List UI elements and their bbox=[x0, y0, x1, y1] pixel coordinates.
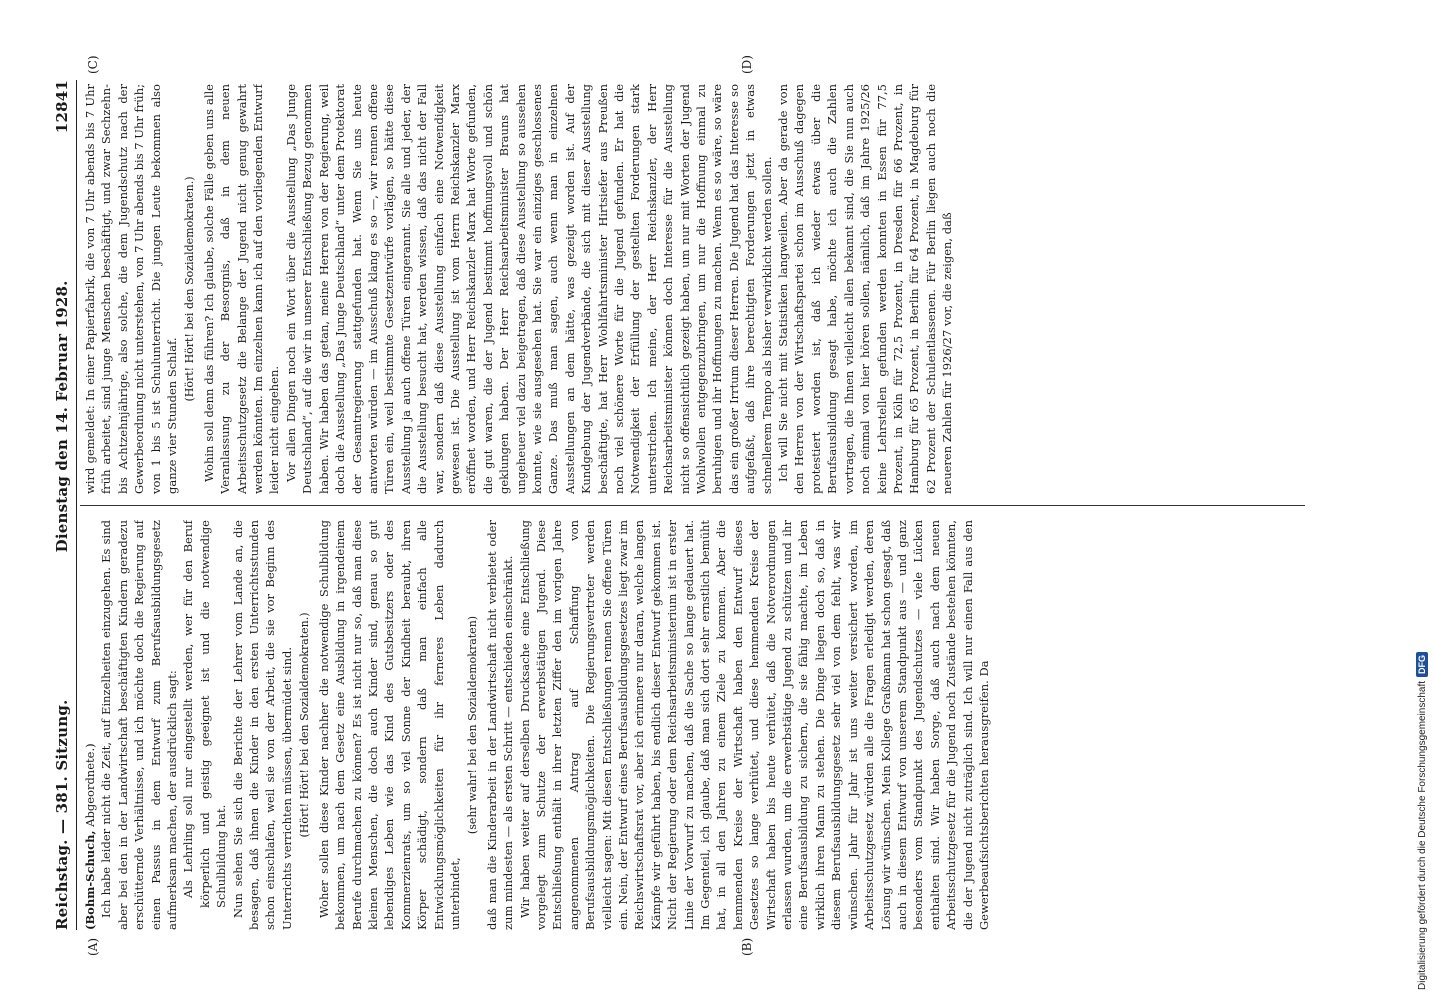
margin-letter-d: (D) bbox=[740, 55, 754, 74]
left-paragraph-1: Ich habe leider nicht die Zeit, auf Einzelheiten einzugehen. Es sind aber bei den in der Landwirtschaft beschäftigten Kindern geradezu erschütternde Verhältnisse, und ich möchte doch die Regierung auf einen Passus in dem Entwurf zum Berufsausbildungsgesetz aufmerksam machen, der ausdrücklich sagt: bbox=[99, 520, 180, 930]
left-paragraph-2: Nun sehen Sie sich die Berichte der Lehrer vom Lande an, die besagen, daß ihnen die Kinder in den ersten Unterrichtsstunden schon einschlafen, weil sie von der Arbeit, die sie vor Beginn des Unterrichts verrichten müssen, übermüdet sind. bbox=[230, 520, 294, 930]
rotated-reichstag-page bbox=[50, 55, 1310, 956]
dfg-logo: DFG bbox=[1416, 652, 1428, 677]
digitization-notice bbox=[1416, 0, 1428, 990]
interjection-1: (Hört! Hört! bei den Sozialdemokraten.) bbox=[298, 612, 312, 838]
interjection-3: (Hört! Hört! bei den Sozialdemokraten.) bbox=[183, 176, 197, 402]
interjection-2: (sehr wahr! bei den Sozialdemokraten) bbox=[466, 615, 480, 835]
speaker-role: Abgeordnete.) bbox=[83, 743, 97, 827]
header-left: Reichstag. — 381. Sitzung. bbox=[53, 699, 71, 930]
margin-letter-a: (A) bbox=[86, 937, 100, 956]
speaker-name: (Bohm-Schuch, bbox=[83, 830, 97, 930]
left-paragraph-5: Wir haben weiter auf derselben Drucksache eine Entschließung vorgelegt zum Schutze der erwerbstätigen Jugend. Diese Entschließung enthält in ihrer letzten Ziffer den im vorigen Jahre angenommenen Antrag auf Schaffung von Berufsausbildungsmöglichkeiten. Die Regierungsvertreter werden vielleicht sagen: Mit diesen Entschließungen rennen Sie offene Türen ein. Nein, der Entwurf eines Berufsausbildungsgesetzes liegt zwar im Reichswirtschaftsrat vor, aber ich erinnere nur daran, welche langen Kämpfe wir geführt haben, bis endlich dieser Entwurf gekommen ist. Nicht der Regierung oder dem Reichsarbeitsministerium ist in erster Linie der Vorwurf zu machen, daß die Sache so lange gedauert hat. Im Gegenteil, ich glaube, daß man sich dort sehr ernstlich bemüht hat, in all den Jahren zu einem Ziele zu kommen. Aber die hemmenden Kreise der Wirtschaft haben den Entwurf dieses Gesetzes so lange verhütet, und diese hemmenden Kreise der Wirtschaft haben bis heute verhütet, daß die Notverordnungen erlassen wurden, um die erwerbstätige Jugend zu schützen und ihr eine Berufsausbildung zu sichern, die sie fähig machte, im Leben wirklich ihren Mann zu stehen. Die Dinge liegen doch so, daß in diesem Berufsausbildungsgesetz sehr viel von dem fehlt, was wir wünschen. Jahr für Jahr ist uns weiter versichert worden, im Arbeitsschutzgesetz würden alle die Fragen erledigt werden, deren Lösung wir wünschen. Mein Kollege Graßmann hat schon gesagt, daß auch in diesem Entwurf von unserem Standpunkt aus — und ganz besonders vom Standpunkt des Jugendschutzes — viele Lücken enthalten sind. Wir haben Sorge, daß auch nach dem neuen Arbeitsschutzgesetz für die Jugend noch Zustände bestehen könnten, die der Jugend nicht zuträglich sind. Ich will nur einen Fall aus den Gewerbeaufsichtsberichten herausgreifen. Da bbox=[517, 520, 991, 930]
left-paragraph-3: Woher sollen diese Kinder nachher die notwendige Schulbildung bekommen, um nach dem Gesetz eine Ausbildung in irgendeinem Berufe durchmachen zu können? Es ist nicht nur so, daß man diese kleinen Menschen, die doch auch Kinder sind, genau so gut lebendiges Leben wie das Kind des Gutsbesitzers oder des Kommerzienrats, um so viel Sonne der Kindheit beraubt, ihren Körper schädigt, sondern daß man einfach alle Entwicklungsmöglichkeiten für ihr ferneres Leben dadurch unterbindet, bbox=[316, 520, 462, 930]
right-paragraph-4: Ich will Sie nicht mit Statistiken langweilen. Aber da gerade von den Herren von der Wirtschaftspartei schon im Ausschuß dagegen protestiert worden ist, daß ich wieder etwas über die Berufsausbildung gesagt habe, möchte ich auch die Zahlen vortragen, die Ihnen vielleicht allen bekannt sind, die Sie nun auch noch einmal von hier hören sollen, nämlich, daß im Jahre 1925/26 keine Lehrstellen gefunden werden konnten in Essen für 77,5 Prozent, in Köln für 72,5 Prozent, in Dresden für 66 Prozent, in Hamburg für 65 Prozent, in Berlin für 64 Prozent, in Magdeburg für 62 Prozent der Schulentlassenen. Für Berlin liegen auch noch die neueren Zahlen für 1926/27 vor, die zeigen, daß bbox=[776, 84, 955, 494]
speaker-line bbox=[82, 520, 98, 930]
left-column bbox=[82, 520, 1304, 930]
margin-letter-b: (B) bbox=[740, 937, 754, 956]
page-header bbox=[50, 80, 74, 930]
left-quote: Als Lehrling soll nur eingestellt werden, wer für den Beruf körperlich und geistig geeignet ist und die notwendige Schulbildung hat. bbox=[181, 520, 229, 908]
header-rule bbox=[76, 80, 77, 930]
right-paragraph-3: Vor allen Dingen noch ein Wort über die Ausstellung „Das Junge Deutschland“, auf die wir in unserer Entschließung Bezug genommen haben. Wir haben das getan, meine Herren von der Regierung, weil doch die Ausstellung „Das Junge Deutschland“ unter dem Protektorat der Gesamtregierung stattgefunden hat. Wenn Sie uns heute antworten würden — im Ausschuß klang es so —, wir rennen offene Türen ein, weil bestimmte Gesetzentwürfe vorlägen, so hätte diese Ausstellung ja auch offene Türen eingerannt. Sie alle und jeder, der die Ausstellung besucht hat, werden wissen, daß das nicht der Fall war, sondern daß diese Ausstellung einfach eine Notwendigkeit gewesen ist. Die Ausstellung ist vom Herrn Reichskanzler Marx eröffnet worden, und Herr Reichskanzler Marx hat Worte gefunden, die gut waren, die der Jugend bestimmt hoffnungsvoll und schön geklungen haben. Der Herr Reichsarbeitsminister Brauns hat ungeheuer viel dazu beigetragen, daß diese Ausstellung so aussehen konnte, wie sie ausgesehen hat. Sie war ein einziges geschlossenes Ganze. Das muß man sagen, auch wenn man in einzelnen Ausstellungen an dem hätte, was gezeigt worden ist. Auf der Kundgebung der Jugendverbände, die sich mit dieser Ausstellung beschäftigte, hat Herr Wohlfahrtsminister Hirtsiefer aus Preußen noch viel schönere Worte für die Jugend gefunden. Er hat die Notwendigkeit der Erfüllung der gestellten Forderungen stark unterstrichen. Ich meine, der Herr Reichskanzler, der Herr Reichsarbeitsminister können doch Interesse für die Ausstellung nicht so offensichtlich gezeigt haben, um nur mit Worten der Jugend Wohlwollen entgegenzubringen, um nur die Hoffnung einmal zu beruhigen und ihr Hoffnungen zu machen. Wenn es so wäre, so wäre das ein großer Irrtum dieser Herren. Die Jugend hat das Interesse so aufgefaßt, daß ihre berechtigten Forderungen jetzt in etwas schnellerem Tempo als bisher verwirklicht werden sollen. bbox=[283, 84, 774, 494]
page-number: 12841 bbox=[53, 80, 71, 134]
margin-letter-c: (C) bbox=[86, 55, 100, 74]
right-column bbox=[82, 84, 1304, 494]
column-divider bbox=[80, 505, 1305, 506]
right-paragraph-1: wird gemeldet: In einer Papierfabrik, die von 7 Uhr abends bis 7 Uhr früh arbeitet, sind junge Menschen beschäftigt, und zwar Sechzehn- bis Achtzehnjährige, also solche, die dem Jugendschutz nach der Gewerbeordnung nicht unterstehen, von 7 Uhr abends bis 7 Uhr früh; von 1 bis 5 ist Schulunterricht. Die jungen Leute bekommen also ganze vier Stunden Schlaf. bbox=[83, 84, 180, 494]
header-date: Dienstag den 14. Februar 1928. bbox=[53, 280, 71, 553]
right-paragraph-2: Wohin soll denn das führen? Ich glaube, solche Fälle geben uns alle Veranlassung zu der Besorgnis, daß in dem neuen Arbeitsschutzgesetz die Belange der Jugend nicht genug gewahrt werden könnten. Im einzelnen kann ich auf den vorliegenden Entwurf leider nicht eingehen. bbox=[201, 84, 282, 494]
left-paragraph-4: daß man die Kinderarbeit in der Landwirtschaft nicht verbietet oder zum mindesten — als ersten Schritt — entschieden einschränkt. bbox=[484, 520, 516, 930]
digitization-notice-text: Digitalisierung gefördert durch die Deutsche Forschungsgemeinschaft bbox=[1416, 680, 1428, 990]
